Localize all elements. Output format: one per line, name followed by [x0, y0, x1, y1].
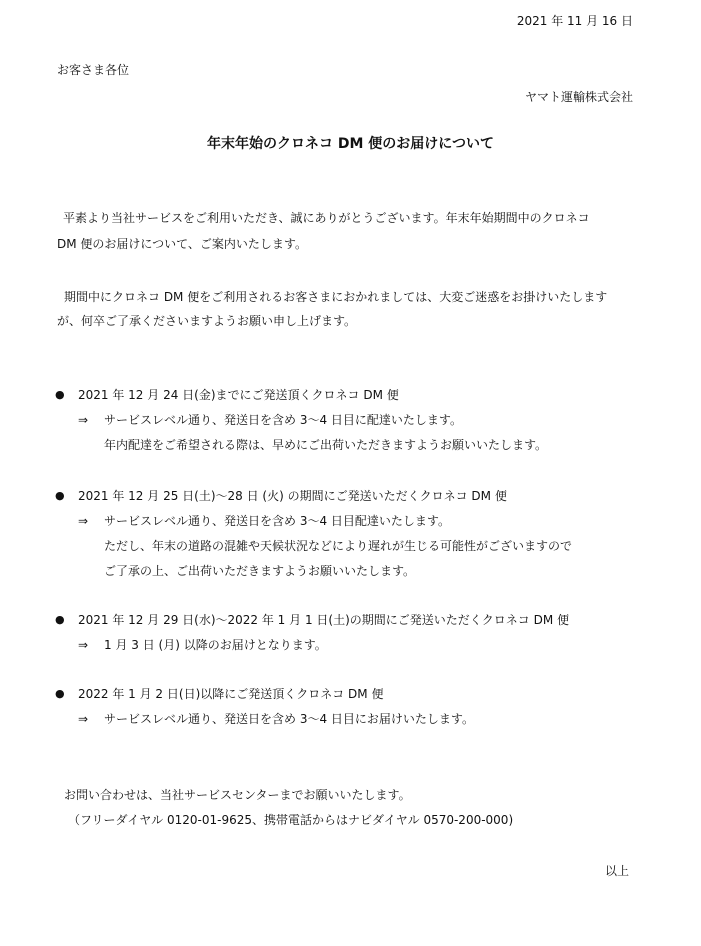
document-date: 2021 年 11 月 16 日 [516, 14, 633, 28]
item-detail-line: ご了承の上、ご出荷いただきますようお願いいたします。 [104, 564, 416, 578]
intro-paragraph-line: 平素より当社サービスをご利用いただき、誠にありがとうございます。年末年始期間中のクロネコ [63, 211, 590, 225]
bullet-icon: ● [55, 613, 65, 626]
item-detail-line: サービスレベル通り、発送日を含め 3～4 日目配達いたします。 [104, 514, 450, 528]
item-heading: 2021 年 12 月 24 日(金)までにご発送頂くクロネコ DM 便 [78, 388, 399, 402]
notice-paragraph-line: が、何卒ご了承くださいますようお願い申し上げます。 [57, 314, 357, 328]
contact-info-line: お問い合わせは、当社サービスセンターまでお願いいたします。 [64, 788, 411, 802]
intro-paragraph-line: DM 便のお届けについて、ご案内いたします。 [57, 237, 307, 251]
bullet-icon: ● [55, 687, 65, 700]
bullet-icon: ● [55, 388, 65, 401]
arrow-icon: ⇒ [78, 413, 89, 427]
item-detail-line: サービスレベル通り、発送日を含め 3～4 日目にお届けいたします。 [104, 712, 474, 726]
item-heading: 2021 年 12 月 25 日(土)～28 日 (火) の期間にご発送いただくクロネコ DM 便 [78, 489, 507, 503]
closing-mark: 以上 [604, 864, 629, 878]
notice-paragraph-line: 期間中にクロネコ DM 便をご利用されるお客さまにおかれましては、大変ご迷惑をお掛けいたします [64, 290, 608, 304]
item-heading: 2021 年 12 月 29 日(水)～2022 年 1 月 1 日(土)の期間にご発送いただくクロネコ DM 便 [78, 613, 569, 627]
arrow-icon: ⇒ [78, 514, 89, 528]
item-detail-line: サービスレベル通り、発送日を含め 3～4 日目に配達いたします。 [104, 413, 462, 427]
item-detail-line: 年内配達をご希望される際は、早めにご出荷いただきますようお願いいたします。 [104, 438, 548, 452]
arrow-icon: ⇒ [78, 712, 89, 726]
arrow-icon: ⇒ [78, 638, 89, 652]
contact-phone-line: （フリーダイヤル 0120-01-9625、携帯電話からはナビダイヤル 0570-200-000) [68, 813, 514, 827]
addressee: お客さま各位 [57, 63, 130, 77]
item-detail-line: ただし、年末の道路の混雑や天候状況などにより遅れが生じる可能性がございますので [104, 539, 573, 553]
document-title: 年末年始のクロネコ DM 便のお届けについて [206, 136, 495, 152]
bullet-icon: ● [55, 489, 65, 502]
item-heading: 2022 年 1 月 2 日(日)以降にご発送頂くクロネコ DM 便 [78, 687, 384, 701]
sender-company: ヤマト運輸株式会社 [524, 90, 633, 104]
item-detail-line: 1 月 3 日 (月) 以降のお届けとなります。 [104, 638, 327, 652]
